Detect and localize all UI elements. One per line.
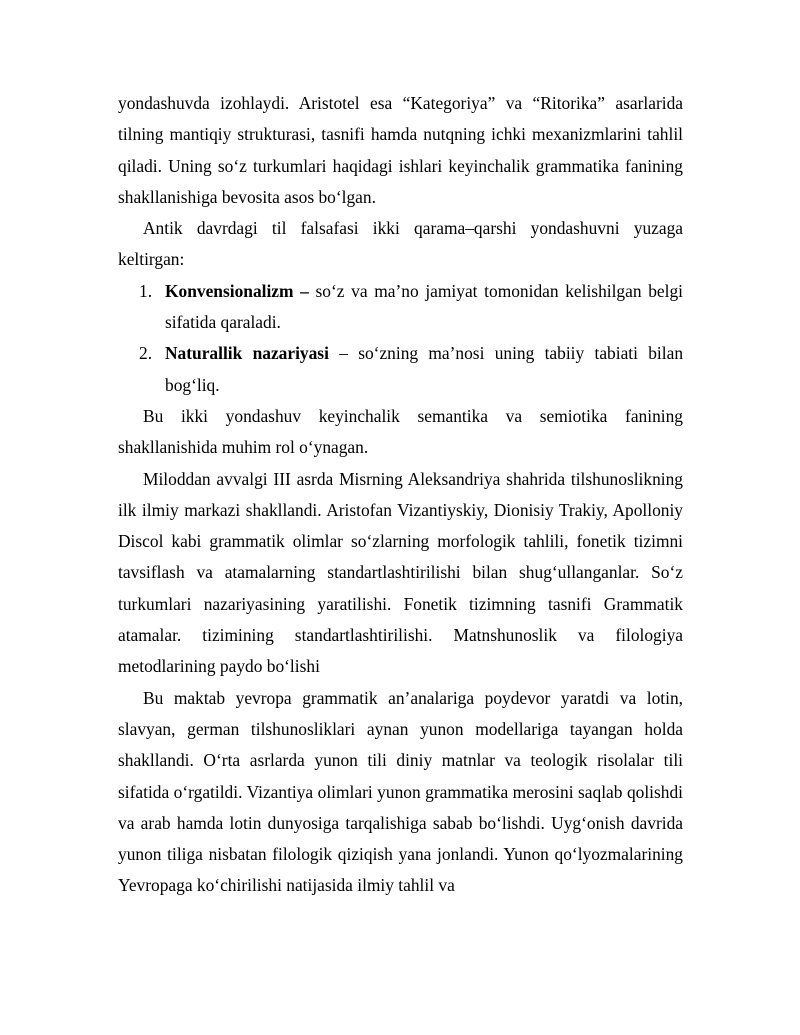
list-item-text: – so‘zning ma’nosi uning tabiiy tabiati bilan bog‘liq. bbox=[165, 343, 684, 395]
list-item-text: so‘z va ma’no jamiyat tomonidan kelishilgan belgi sifatida qaraladi. bbox=[165, 280, 683, 333]
list-item-term: Naturallik nazariyasi bbox=[165, 343, 329, 364]
paragraph-legacy: Bu maktab yevropa grammatik an’analariga poydevor yaratdi va lotin, slavyan, german tilshunosliklari aynan yunon modellariga tayangan holda shakllandi. O‘rta asrlarda yunon tili diniy matnlar va teologik risolalar tili sifatida o‘rgatildi. Vizantiya olimlari yunon grammatika merosini saqlab qolishdi va arab hamda lotin dunyosiga tarqalishiga sabab bo‘lishdi. Uyg‘onish davrida yunon tiliga nisbatan filologik qiziqish yana jonlandi. Yunon qo‘lyozmalarining Yevropaga ko‘chirilishi natijasida ilmiy tahlil va bbox=[118, 687, 683, 896]
list-item-number: 1. bbox=[139, 280, 153, 301]
list-item-term: Konvensionalizm – bbox=[165, 280, 309, 301]
paragraph-two-approaches: Antik davrdagi til falsafasi ikki qarama–qarshi yondashuvni yuzaga keltirgan: bbox=[118, 218, 683, 270]
document-body bbox=[118, 88, 683, 902]
list-item bbox=[139, 276, 683, 339]
list-item-number: 2. bbox=[139, 343, 153, 364]
list-item bbox=[139, 338, 684, 401]
paragraph-semantics: Bu ikki yondashuv keyinchalik semantika va semiotika fanining shakllanishida muhim rol o‘ynagan. bbox=[118, 405, 683, 458]
approaches-list bbox=[118, 276, 683, 401]
paragraph-aristotle: yondashuvda izohlaydi. Aristotel esa “Kategoriya” va “Ritorika” asarlarida tilning mantiqiy strukturasi, tasnifi hamda nutqning ichki mexanizmlarini tahlil qiladi. Uning so‘z turkumlari haqidagi ishlari keyinchalik grammatika fanining shakllanishiga bevosita asos bo‘lgan. bbox=[118, 93, 683, 207]
paragraph-alexandria: Miloddan avvalgi III asrda Misrning Aleksandriya shahrida tilshunoslikning ilk ilmiy markazi shakllandi. Aristofan Vizantiyskiy, Dionisiy Trakiy, Apolloniy Discol kabi grammatik olimlar so‘zlarning morfologik tahlili, fonetik tizimni tavsiflash va atamalarning standartlashtirilishi bilan shug‘ullanganlar. So‘z turkumlari nazariyasining yaratilishi. Fonetik tizimning tasnifi Grammatik atamalar. tizimining standartlashtirilishi. Matnshunoslik va filologiya metodlarining paydo bo‘lishi bbox=[118, 468, 683, 677]
